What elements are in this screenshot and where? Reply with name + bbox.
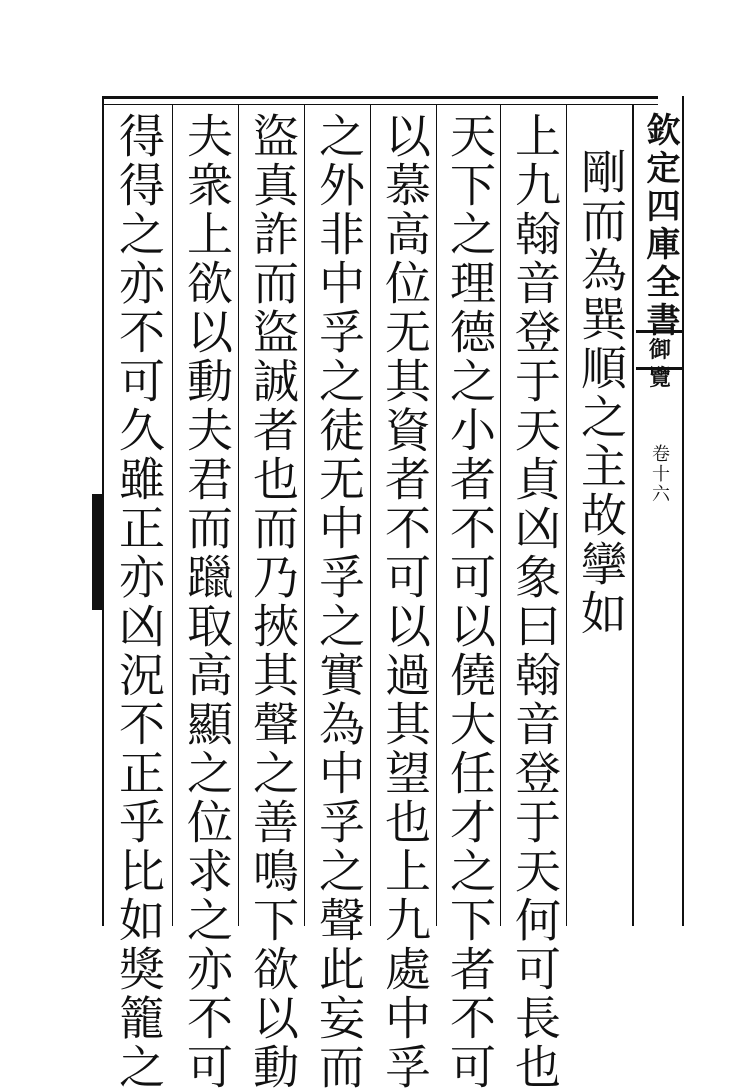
binding-mark bbox=[92, 494, 102, 610]
text-column-2: 上九翰音登于天貞凶象曰翰音登于天何可長也 bbox=[508, 112, 562, 1092]
text-column-7: 夫衆上欲以動夫君而躐取高顯之位求之亦不可 bbox=[180, 112, 234, 1092]
text-column-8: 得得之亦不可久雖正亦凶況不正乎比如獎籠之 bbox=[112, 112, 166, 1092]
text-column-5: 之外非中孚之徒无中孚之實為中孚之聲此妄而 bbox=[312, 112, 366, 1092]
margin-label: 御覽 bbox=[648, 337, 671, 391]
left-border bbox=[102, 96, 104, 926]
right-border bbox=[682, 96, 684, 926]
top-border-inner bbox=[102, 104, 658, 105]
text-column-1: 剛而為巽順之主故攣如 bbox=[574, 148, 628, 638]
top-border bbox=[102, 96, 658, 99]
column-divider bbox=[172, 104, 173, 926]
text-column-6: 盜真詐而盜誠者也而乃挾其聲之善鳴下欲以動 bbox=[246, 112, 300, 1092]
text-column-3: 天下之理德之小者不可以僥大任才之下者不可 bbox=[443, 112, 497, 1092]
volume-number: 卷十六 bbox=[649, 444, 670, 504]
text-column-4: 以慕高位无其資者不可以過其望也上九處中孚 bbox=[378, 112, 432, 1092]
book-title: 欽定四庫全書 bbox=[640, 112, 680, 340]
